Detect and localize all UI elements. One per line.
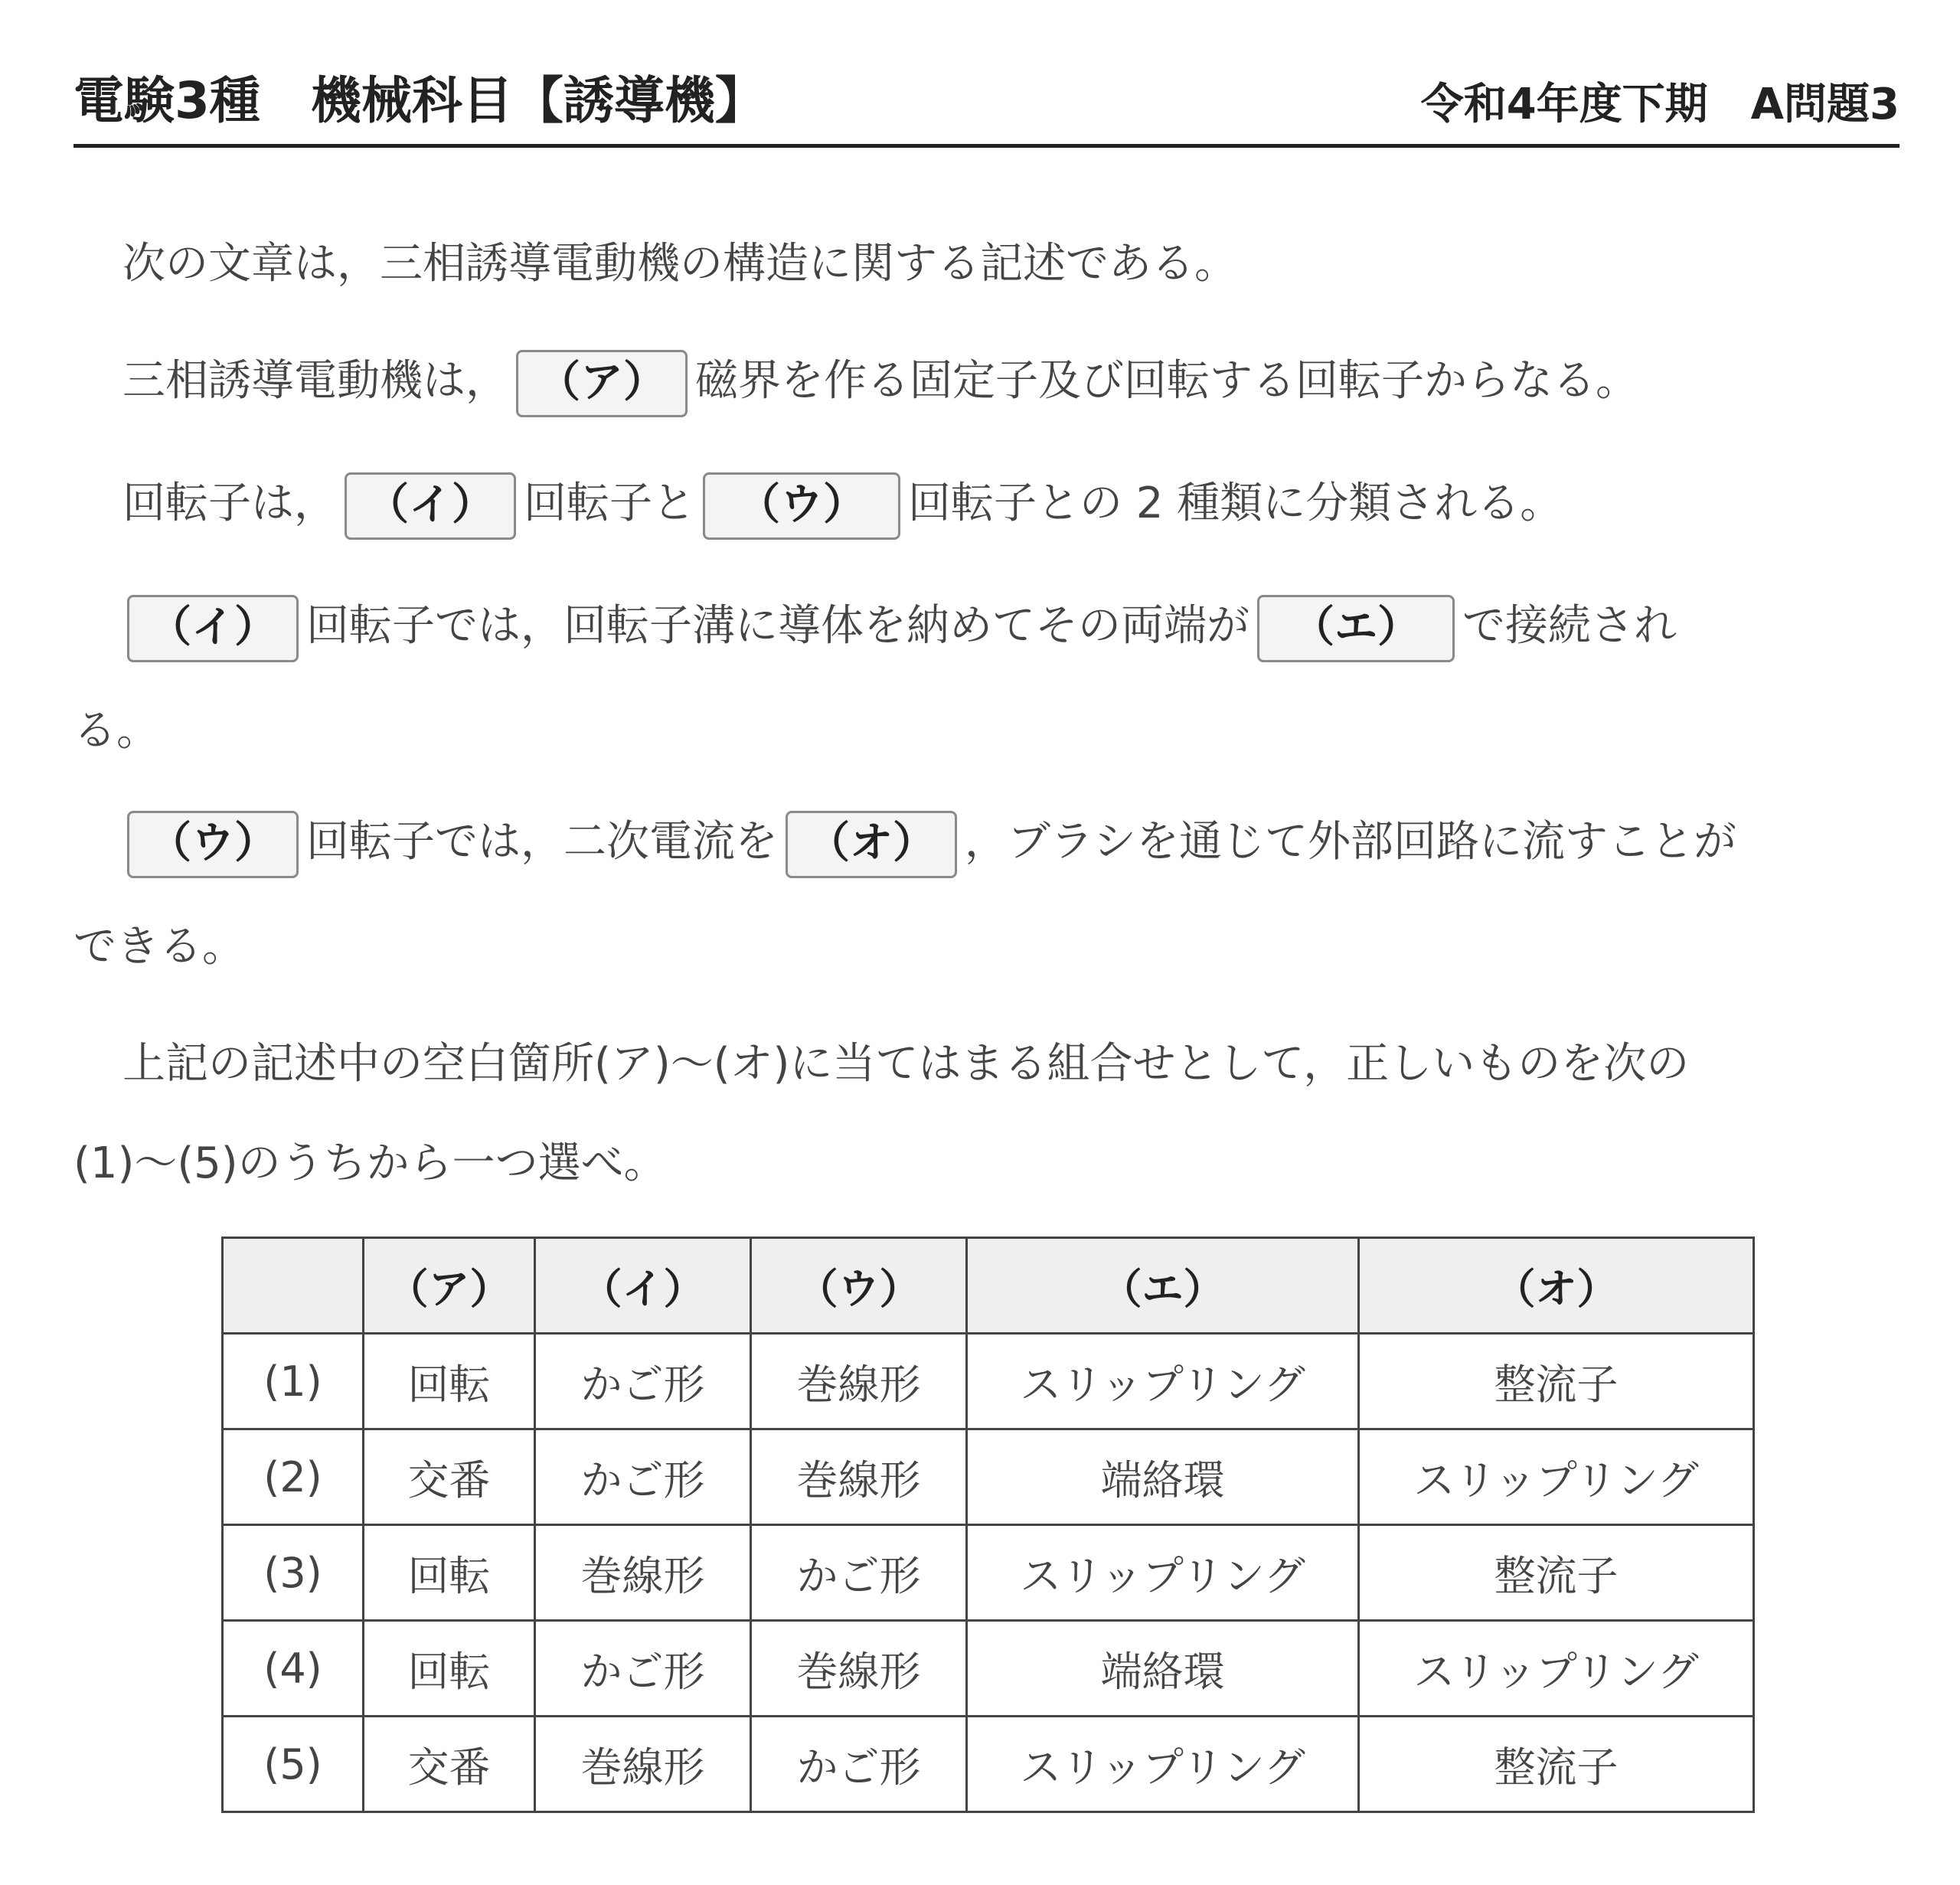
paragraph-cage-rotor-cont: [74, 697, 1900, 758]
cell-i: 巻線形: [535, 1717, 751, 1812]
header-cell-a: （ア）: [364, 1238, 535, 1334]
text: 回転子では，二次電流を: [306, 817, 778, 867]
blank-i: （イ）: [127, 595, 299, 662]
table-row: [223, 1717, 1754, 1812]
table-row: [223, 1621, 1754, 1717]
text: 三相誘導電動機は，: [122, 356, 508, 406]
text: (1)～(5)のうちから一つ選べ。: [74, 1139, 667, 1188]
header-cell-o: （オ）: [1359, 1238, 1754, 1334]
paragraph-rotor-types: [74, 469, 1900, 540]
exam-label: 令和4年度下期 A問題3: [1420, 80, 1900, 129]
cell-a: 回転: [364, 1525, 535, 1621]
text: 回転子では，回転子溝に導体を納めてその両端が: [306, 601, 1250, 651]
blank-e: （エ）: [1257, 595, 1455, 662]
cell-o: スリップリング: [1359, 1621, 1754, 1717]
text: 磁界を作る固定子及び回転する回転子からなる。: [695, 356, 1638, 406]
cell-i: 巻線形: [535, 1525, 751, 1621]
instruction-line2: [74, 1129, 1900, 1191]
blank-i: （イ）: [345, 472, 516, 540]
table-row: [223, 1334, 1754, 1429]
paragraph-stator: [74, 347, 1900, 417]
cell-i: かご形: [535, 1621, 751, 1717]
text: 回転子との 2 種類に分類される。: [908, 479, 1563, 528]
cell-a: 交番: [364, 1429, 535, 1525]
cell-o: スリップリング: [1359, 1429, 1754, 1525]
cell-o: 整流子: [1359, 1717, 1754, 1812]
cell-o: 整流子: [1359, 1525, 1754, 1621]
cell-u: かご形: [751, 1525, 967, 1621]
question-intro: [74, 230, 1900, 291]
text: で接続され: [1462, 601, 1677, 651]
subject-title: 電験3種 機械科目【誘導機】: [74, 71, 766, 130]
paragraph-wound-rotor: [74, 808, 1900, 878]
cell-e: 端絡環: [967, 1429, 1359, 1525]
text: 回転子は，: [122, 479, 337, 528]
blank-u: （ウ）: [703, 472, 900, 540]
cell-e: スリップリング: [967, 1334, 1359, 1429]
cell-a: 交番: [364, 1717, 535, 1812]
choice-number: (5): [223, 1717, 364, 1812]
paragraph-wound-rotor-cont: [74, 913, 1900, 974]
cell-u: かご形: [751, 1717, 967, 1812]
text: 回転子と: [524, 479, 695, 528]
text: ，ブラシを通じて外部回路に流すことが: [965, 817, 1736, 867]
cell-a: 回転: [364, 1621, 535, 1717]
header-cell-e: （エ）: [967, 1238, 1359, 1334]
intro-text: 次の文章は，三相誘導電動機の構造に関する記述である。: [122, 239, 1237, 289]
cell-e: 端絡環: [967, 1621, 1359, 1717]
cell-u: 巻線形: [751, 1429, 967, 1525]
text: できる。: [74, 922, 245, 972]
header-cell-i: （イ）: [535, 1238, 751, 1334]
cell-u: 巻線形: [751, 1334, 967, 1429]
text: る。: [74, 706, 159, 756]
paragraph-cage-rotor: [74, 592, 1900, 662]
text: 上記の記述中の空白箇所(ア)～(オ)に当てはまる組合せとして，正しいものを次の: [122, 1039, 1690, 1089]
cell-e: スリップリング: [967, 1525, 1359, 1621]
cell-u: 巻線形: [751, 1621, 967, 1717]
choice-number: (2): [223, 1429, 364, 1525]
table-header-row: [223, 1238, 1754, 1334]
choice-number: (4): [223, 1621, 364, 1717]
table-row: [223, 1525, 1754, 1621]
cell-a: 回転: [364, 1334, 535, 1429]
blank-u: （ウ）: [127, 811, 299, 878]
choice-number: (3): [223, 1525, 364, 1621]
choices-table: [221, 1237, 1755, 1813]
cell-i: かご形: [535, 1334, 751, 1429]
choice-number: (1): [223, 1334, 364, 1429]
page-header: [74, 60, 1900, 148]
header-cell-u: （ウ）: [751, 1238, 967, 1334]
cell-o: 整流子: [1359, 1334, 1754, 1429]
table-row: [223, 1429, 1754, 1525]
header-cell-blank: [223, 1238, 364, 1334]
blank-o: （オ）: [786, 811, 957, 878]
blank-a: （ア）: [516, 350, 688, 417]
cell-i: かご形: [535, 1429, 751, 1525]
cell-e: スリップリング: [967, 1717, 1359, 1812]
instruction-line1: [74, 1030, 1900, 1091]
